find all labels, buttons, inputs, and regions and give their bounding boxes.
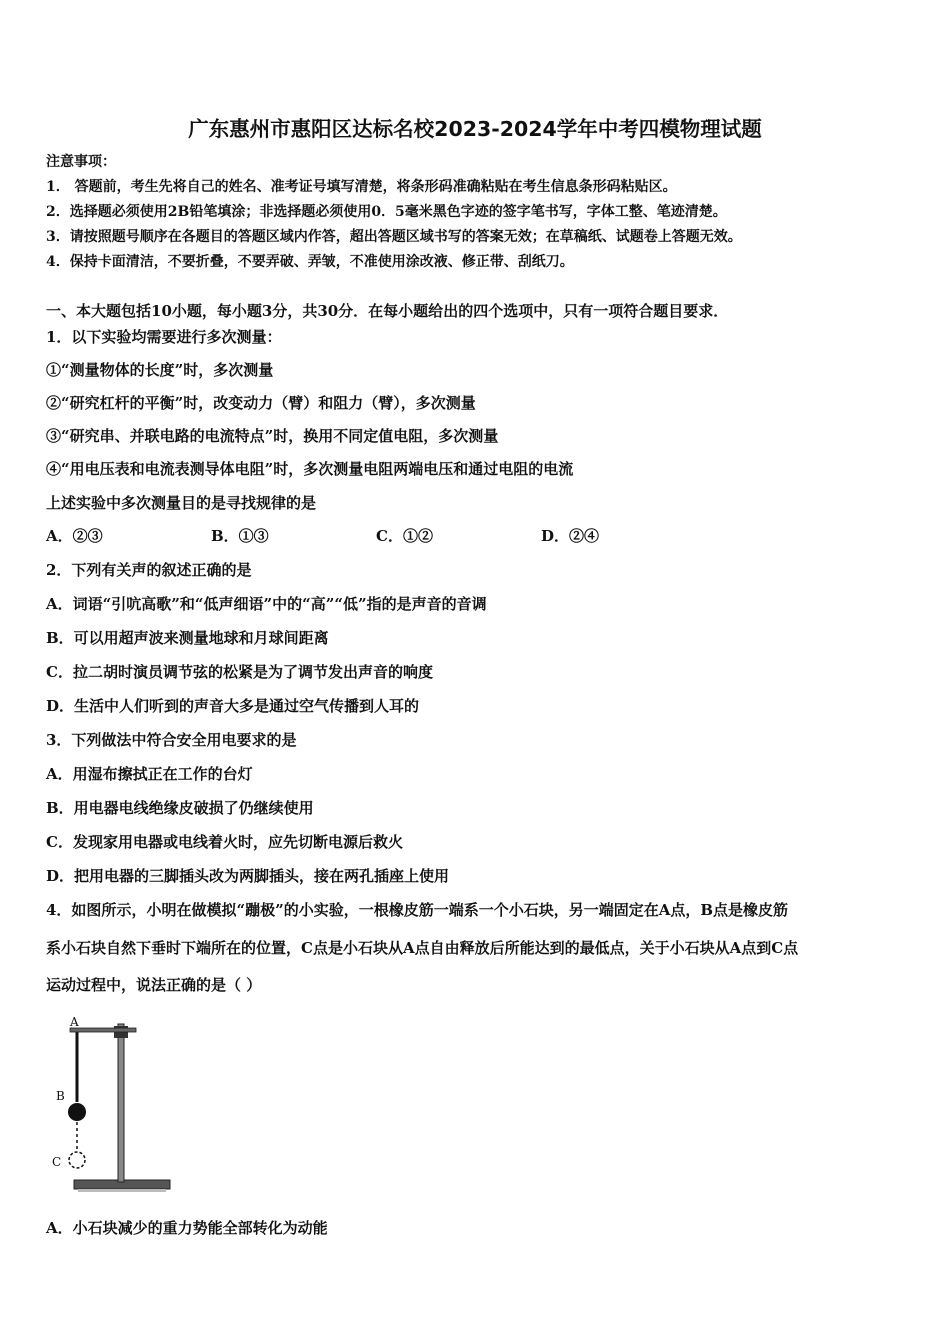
q4-stem-line-1: 4．如图所示，小明在做模拟“蹦极”的小实验，一根橡皮筋一端系一个小石块，另一端固定在A点，B点是橡皮筋 [46, 901, 789, 919]
q1-option-b: B．①③ [211, 527, 269, 545]
q4-stem-line-3: 运动过程中，说法正确的是（ ） [46, 976, 262, 994]
q1-item-3: ③“研究串、并联电路的电流特点”时，换用不同定值电阻，多次测量 [46, 427, 499, 445]
q2-option-c: C．拉二胡时演员调节弦的松紧是为了调节发出声音的响度 [46, 663, 433, 681]
q1-option-a: A．②③ [46, 527, 103, 545]
notice-item-3: 3．请按照题号顺序在各题目的答题区域内作答，超出答题区域书写的答案无效；在草稿纸、试题卷上答题无效。 [46, 229, 742, 245]
q2-option-b: B．可以用超声波来测量地球和月球间距离 [46, 629, 329, 647]
page-title: 广东惠州市惠阳区达标名校2023-2024学年中考四模物理试题 [188, 117, 762, 141]
q3-option-b: B．用电器电线绝缘皮破损了仍继续使用 [46, 799, 314, 817]
q4-stem-line-2: 系小石块自然下垂时下端所在的位置，C点是小石块从A点自由释放后所能达到的最低点，关于小石块从A点到C点 [46, 939, 799, 957]
q1-option-d: D．②④ [541, 527, 600, 545]
base-shadow [78, 1189, 166, 1192]
q4-option-a: A．小石块减少的重力势能全部转化为动能 [46, 1219, 328, 1237]
section-heading: 一、本大题包括10小题，每小题3分，共30分．在每小题给出的四个选项中，只有一项符合题目要求． [46, 302, 729, 320]
stone-at-b [68, 1103, 86, 1121]
q3-option-d: D．把用电器的三脚插头改为两脚插头，接在两孔插座上使用 [46, 867, 450, 885]
q1-question: 上述实验中多次测量目的是寻找规律的是 [46, 494, 317, 512]
q1-option-c: C．①② [376, 527, 433, 545]
stand-pole [118, 1024, 124, 1182]
notice-item-1: 1． 答题前，考生先将自己的姓名、准考证号填写清楚，将条形码准确粘贴在考生信息条形码粘贴区。 [46, 179, 677, 195]
label-a: A [70, 1015, 79, 1029]
q1-item-2: ②“研究杠杆的平衡”时，改变动力（臂）和阻力（臂），多次测量 [46, 394, 476, 412]
q2-stem: 2．下列有关声的叙述正确的是 [46, 561, 252, 579]
q1-stem: 1．以下实验均需要进行多次测量： [46, 328, 282, 346]
q3-option-c: C．发现家用电器或电线着火时，应先切断电源后救火 [46, 833, 403, 851]
notice-item-4: 4．保持卡面清洁，不要折叠，不要弄破、弄皱，不准使用涂改液、修正带、刮纸刀。 [46, 254, 574, 270]
stone-at-c [69, 1152, 85, 1168]
q3-option-a: A．用湿布擦拭正在工作的台灯 [46, 765, 253, 783]
q2-option-a: A．词语“引吭高歌”和“低声细语”中的“高”“低”指的是声音的音调 [46, 595, 487, 613]
q1-item-1: ①“测量物体的长度”时，多次测量 [46, 361, 274, 379]
label-c: C [52, 1155, 62, 1169]
q3-stem: 3．下列做法中符合安全用电要求的是 [46, 731, 297, 749]
stand-arm [70, 1028, 136, 1032]
label-b: B [56, 1089, 65, 1103]
q2-option-d: D．生活中人们听到的声音大多是通过空气传播到人耳的 [46, 697, 420, 715]
bungee-experiment-figure [48, 1010, 178, 1200]
notice-item-2: 2．选择题必须使用2B铅笔填涂；非选择题必须使用0．5毫米黑色字迹的签字笔书写，字体工整、笔迹清楚。 [46, 204, 727, 220]
q1-item-4: ④“用电压表和电流表测导体电阻”时，多次测量电阻两端电压和通过电阻的电流 [46, 460, 574, 478]
notice-heading: 注意事项： [46, 154, 116, 170]
